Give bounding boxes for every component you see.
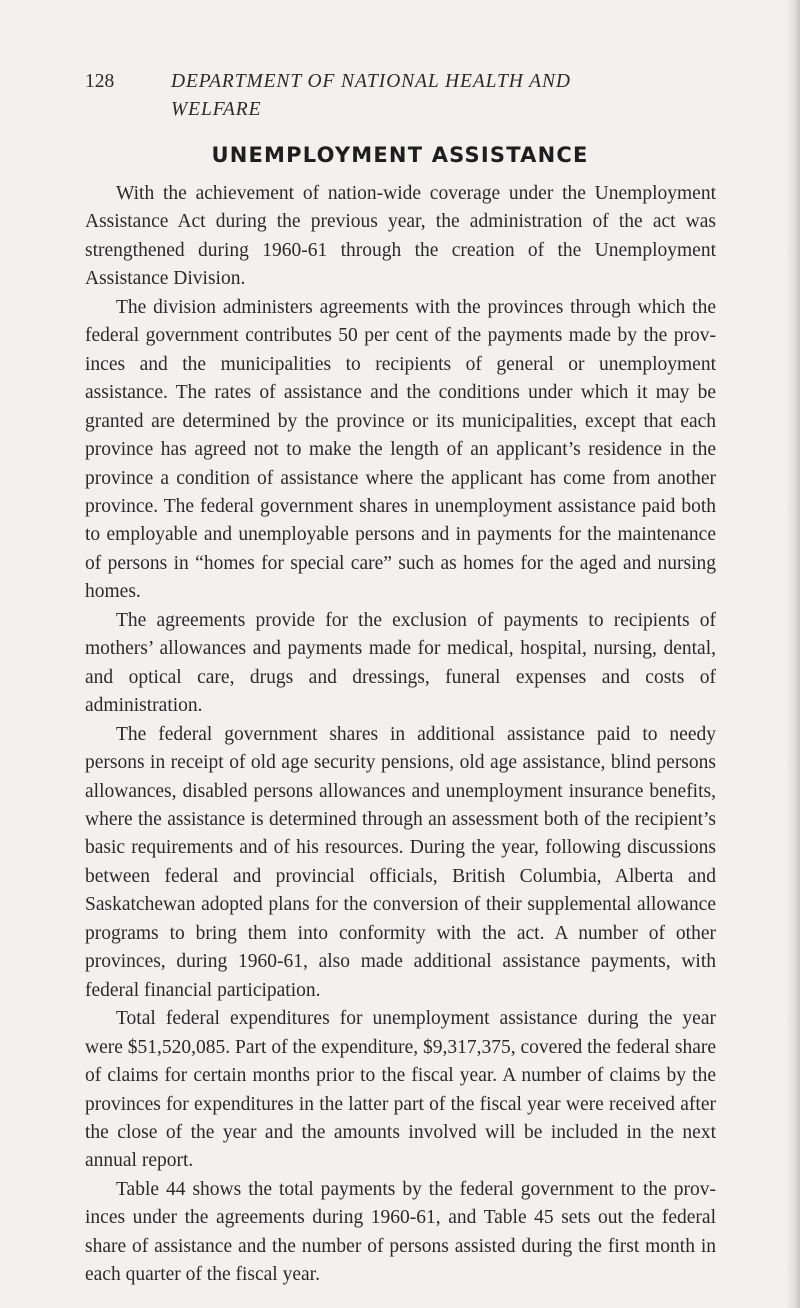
- paragraph-6: Table 44 shows the total payments by the federal government to the provinces under the agreements during 1960-61, and Table 45 sets out the federal share of assistance and the number of persons assisted during the first month in each quarter of the fiscal year.: [85, 1178, 716, 1286]
- page-edge-shadow: [786, 0, 800, 1308]
- paragraph-1: With the achievement of nation-wide coverage under the Unemployment Assistance Act during the previous year, the administration of the act was strengthened during 1960-61 through the creation of the Unemployment Assistance Division.: [85, 183, 716, 290]
- page-header: [85, 68, 665, 120]
- section-title: UNEMPLOYMENT ASSISTANCE: [211, 143, 589, 167]
- running-head: DEPARTMENT OF NATIONAL HEALTH AND WELFARE: [171, 71, 571, 120]
- paragraph-3: The agreements provide for the exclusion of payments to recipients of mothers’ allowances and payments made for medical, hospital, nursing, dental, and optical care, drugs and dressings, funeral expenses and costs of administration.: [85, 609, 716, 717]
- body-text: [85, 180, 716, 1290]
- page-number: 128: [85, 71, 115, 92]
- paragraph-5: Total federal expenditures for unemployment assistance during the year were $51,520,085. Part of the expenditure, $9,317,375, covered the federal share of claims for certain months prior to the fiscal year. A number of claims by the provinces for expenditures in the latter part of the fiscal year were received after the close of the year and the amounts involved will be included in the next annual report.: [85, 1008, 716, 1172]
- paragraph-4: The federal government shares in additional assistance paid to needy persons in receipt of old age security pensions, old age assistance, blind persons allowances, disabled persons allowances and unemployment insurance benefits, where the assistance is determined through an assessment both of the recipient’s basic requirements and of his resources. During the year, following discussions between federal and provincial officials, British Columbia, Alberta and Saskatchewan adopted plans for the conversion of their supplemental allowance programs to bring them into conformity with the act. A number of other provinces, during 1960-61, also made additional assistance payments, with federal financial participation.: [85, 723, 716, 1001]
- paragraph-2: The division administers agreements with the provinces through which the federal government contributes 50 per cent of the payments made by the provinces and the municipalities to recipients of general or unemployment assistance. The rates of assistance and the conditions under which it may be granted are determined by the province or its municipalities, except that each province has agreed not to make the length of an applicant’s residence in the province a condition of assistance where the applicant has come from another province. The federal government shares in unemployment assistance paid both to employable and unemployable persons and in payments for the maintenance of persons in “homes for special care” such as homes for the aged and nursing homes.: [85, 296, 716, 603]
